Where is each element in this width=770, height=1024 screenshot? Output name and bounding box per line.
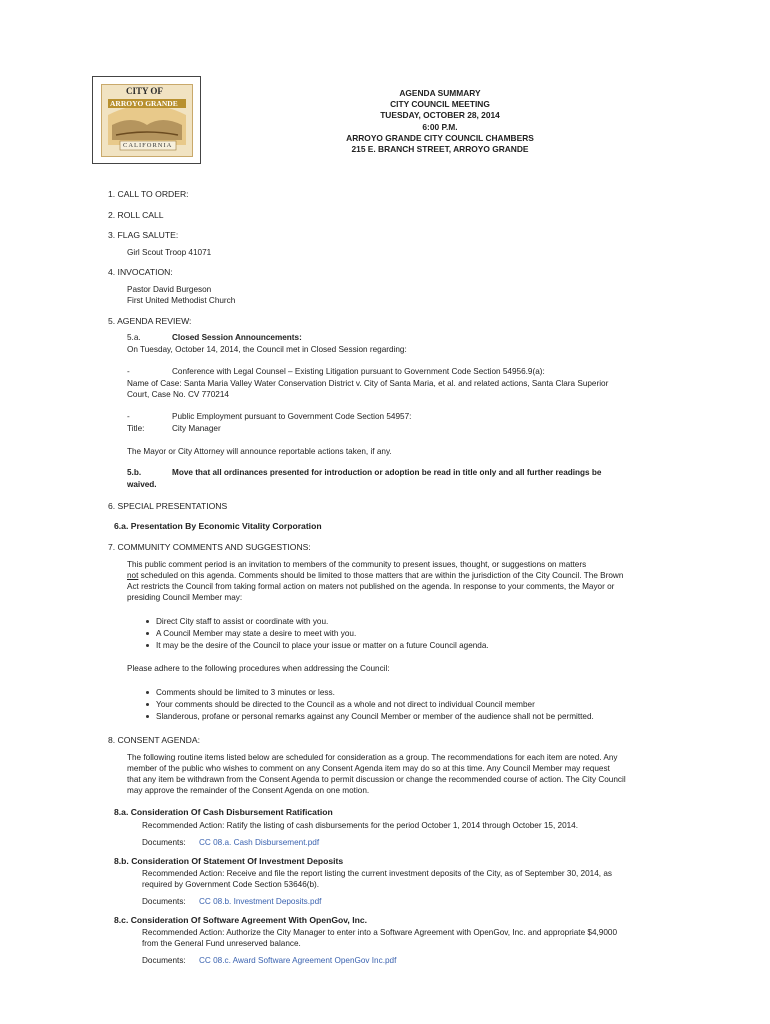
bullet-dot [146, 703, 149, 706]
invocation-line: First United Methodist Church [127, 296, 236, 305]
section-flag-salute: 3. FLAG SALUTE: [108, 230, 179, 240]
item-5b-number: 5.b. [127, 468, 142, 477]
procedures-intro: Please adhere to the following procedures when addressing the Council: [127, 664, 390, 673]
dash: - [127, 367, 130, 376]
title-value: City Manager [172, 424, 221, 433]
closed-session-closing: The Mayor or City Attorney will announce reportable actions taken, if any. [127, 447, 392, 456]
city-seal-logo [92, 76, 201, 164]
bullet-item: Your comments should be directed to the Council as a whole and not direct to individual Council member [156, 700, 535, 709]
section-invocation: 4. INVOCATION: [108, 267, 173, 277]
section-call-to-order: 1. CALL TO ORDER: [108, 189, 189, 199]
document-link-opengov-agreement[interactable]: CC 08.c. Award Software Agreement OpenGov Inc.pdf [199, 956, 397, 965]
item-5a-intro: On Tuesday, October 14, 2014, the Council met in Closed Session regarding: [127, 345, 407, 354]
bullet-dot [146, 632, 149, 635]
item-5b-text-line: waived. [127, 480, 157, 489]
closed-session-item-line: Court, Case No. CV 770214 [127, 390, 229, 399]
document-link-cash-disbursement[interactable]: CC 08.a. Cash Disbursement.pdf [199, 838, 320, 847]
title-label: Title: [127, 424, 145, 433]
bullet-dot [146, 715, 149, 718]
comments-paragraph-line: Act restricts the Council from taking formal action on maters not published on the agenda. In response to your comments, the Mayor or [127, 582, 615, 591]
item-8c-recommendation-line: from the General Fund unreserved balance. [142, 939, 301, 948]
closed-session-item-line: Name of Case: Santa Maria Valley Water Conservation District v. City of Santa Maria, et al. and related actions, Santa Clara Superior [127, 379, 609, 388]
logo-top-text: CITY OF [126, 86, 163, 96]
bullet-item: It may be the desire of the Council to place your issue or matter on a future Council agenda. [156, 641, 489, 650]
header-line: TUESDAY, OCTOBER 28, 2014 [380, 110, 500, 121]
comments-paragraph-line: presiding Council Member may: [127, 593, 243, 602]
dash: - [127, 412, 130, 421]
section-community-comments: 7. COMMUNITY COMMENTS AND SUGGESTIONS: [108, 542, 311, 552]
item-8c-recommendation: Recommended Action: Authorize the City Manager to enter into a Software Agreement with OpenGov, Inc. and appropriate $4,9000 [142, 928, 617, 937]
consent-paragraph-line: member of the public who wishes to comment on any Consent Agenda item may do so at this time. Any Council Member may request [127, 764, 610, 773]
logo-banner-text: ARROYO GRANDE [110, 99, 178, 108]
item-5a-number: 5.a. [127, 333, 141, 342]
item-8a-title: 8.a. Consideration Of Cash Disbursement Ratification [114, 807, 333, 817]
bullet-dot [146, 620, 149, 623]
header-line: ARROYO GRANDE CITY COUNCIL CHAMBERS [346, 132, 534, 143]
closed-session-item: Public Employment pursuant to Government Code Section 54957: [172, 412, 412, 421]
item-5a-title: Closed Session Announcements: [172, 333, 302, 342]
section-consent-agenda: 8. CONSENT AGENDA: [108, 735, 201, 745]
header-line: 6:00 P.M. [422, 121, 458, 132]
consent-paragraph-line: The following routine items listed below are scheduled for consideration as a group. The recommendations for each item are noted. Any [127, 753, 618, 762]
documents-label: Documents: [142, 897, 186, 906]
comments-paragraph-line [127, 570, 623, 581]
logo-image [101, 84, 193, 157]
bullet-dot [146, 644, 149, 647]
bullet-item: Comments should be limited to 3 minutes or less. [156, 688, 335, 697]
consent-paragraph-line: may approve the remainder of the Consent Agenda on one motion. [127, 786, 370, 795]
closed-session-item: Conference with Legal Counsel – Existing Litigation pursuant to Government Code Section 54956.9(a): [172, 367, 545, 376]
document-link-investment-deposits[interactable]: CC 08.b. Investment Deposits.pdf [199, 897, 322, 906]
consent-paragraph-line: that any item be withdrawn from the Consent Agenda to permit discussion or change the recommended course of action. The City Council [127, 775, 626, 784]
comments-paragraph-line: This public comment period is an invitation to members of the community to present issues, thought, or suggestions on matters [127, 560, 587, 569]
bullet-item: Slanderous, profane or personal remarks against any Council Member or member of the audience shall not be permitted. [156, 712, 594, 721]
bullet-item: Direct City staff to assist or coordinate with you. [156, 617, 329, 626]
header-line: CITY COUNCIL MEETING [390, 99, 490, 110]
documents-label: Documents: [142, 838, 186, 847]
section-special-presentations: 6. SPECIAL PRESENTATIONS [108, 501, 228, 511]
item-5b-text: Move that all ordinances presented for introduction or adoption be read in title only and all further readings be [172, 468, 602, 477]
item-8b-recommendation-line: required by Government Code Section 53646(b). [142, 880, 320, 889]
bullet-item: A Council Member may state a desire to meet with you. [156, 629, 357, 638]
comments-paragraph-text: scheduled on this agenda. Comments should be limited to those matters that are within the jurisdiction of the City Council. The Brown [138, 571, 624, 580]
documents-label: Documents: [142, 956, 186, 965]
item-8b-recommendation: Recommended Action: Receive and file the report listing the current investment deposits of the City, as of September 30, 2014, as [142, 869, 612, 878]
header-line: AGENDA SUMMARY [399, 88, 481, 98]
underlined-not: not [127, 571, 139, 580]
agenda-header [300, 88, 580, 155]
section-agenda-review: 5. AGENDA REVIEW: [108, 316, 192, 326]
item-8b-title: 8.b. Consideration Of Statement Of Investment Deposits [114, 856, 344, 866]
flag-salute-body: Girl Scout Troop 41071 [127, 248, 212, 257]
bullet-dot [146, 691, 149, 694]
invocation-line: Pastor David Burgeson [127, 285, 212, 294]
item-8a-recommendation: Recommended Action: Ratify the listing of cash disbursements for the period October 1, 2014 through October 15, 2014. [142, 821, 579, 830]
section-roll-call: 2. ROLL CALL [108, 210, 164, 220]
logo-bottom-text: CALIFORNIA [123, 142, 173, 149]
item-6a: 6.a. Presentation By Economic Vitality Corporation [114, 521, 322, 531]
item-8c-title: 8.c. Consideration Of Software Agreement With OpenGov, Inc. [114, 915, 367, 925]
header-line: 215 E. BRANCH STREET, ARROYO GRANDE [351, 144, 529, 155]
